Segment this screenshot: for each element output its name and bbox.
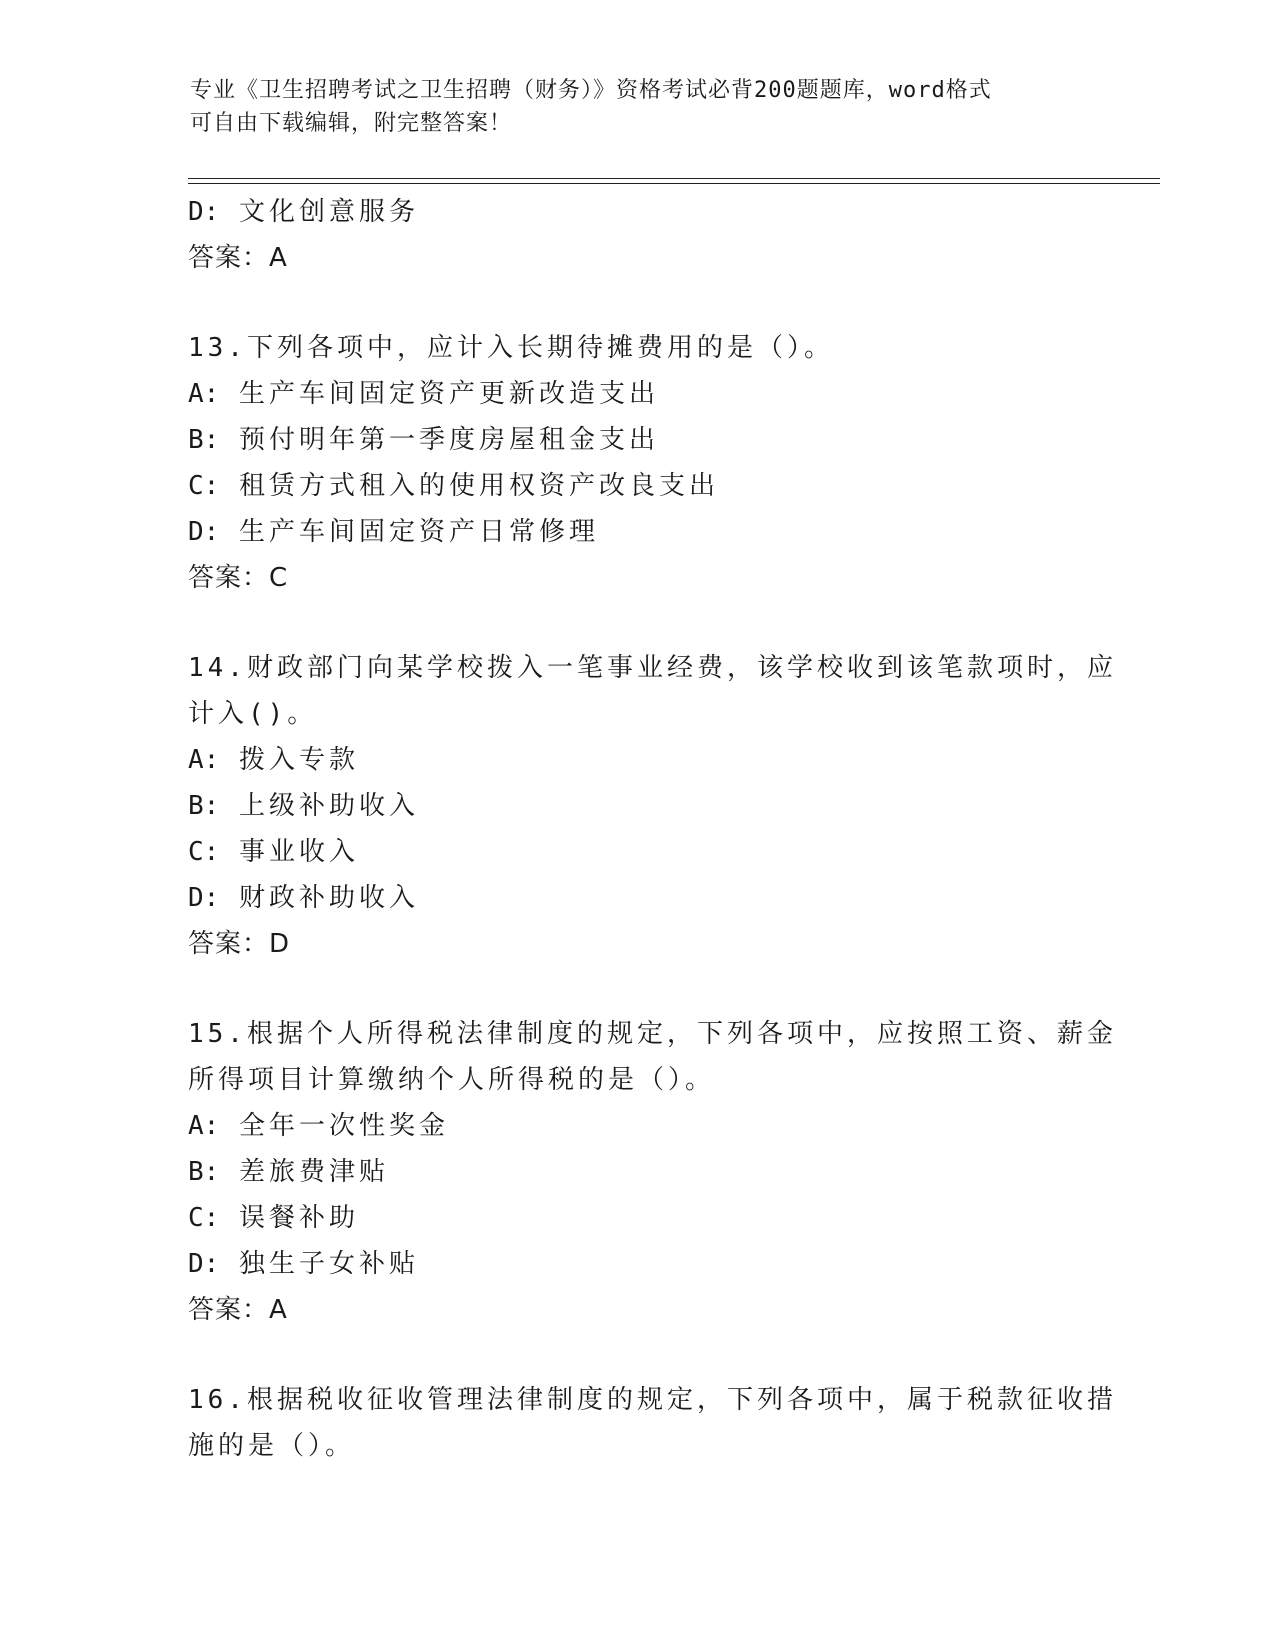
option-text: 文化创意服务 — [238, 197, 419, 227]
answer-text: 答案：D — [188, 929, 291, 959]
option-row — [188, 509, 1088, 555]
option-spacer — [219, 379, 239, 409]
question-text: 15.根据个人所得税法律制度的规定，下列各项中，应按照工资、薪金 — [188, 1019, 1117, 1049]
option-row — [188, 1241, 1088, 1287]
option-label: C: — [188, 1203, 220, 1233]
question-gap — [188, 281, 1088, 325]
option-row — [188, 875, 1088, 921]
option-row — [188, 463, 1088, 509]
option-row — [188, 829, 1088, 875]
header-rule-bottom — [188, 183, 1160, 184]
option-label: D: — [188, 883, 220, 913]
header-title-line-2: 可自由下载编辑，附完整答案！ — [190, 111, 513, 136]
option-spacer — [219, 517, 239, 547]
option-label: B: — [188, 791, 220, 821]
question-text: 13.下列各项中，应计入长期待摊费用的是（）。 — [188, 333, 834, 363]
option-label: B: — [188, 425, 220, 455]
option-spacer — [219, 745, 239, 775]
option-spacer — [219, 837, 239, 867]
option-text: 租赁方式租入的使用权资产改良支出 — [238, 471, 719, 501]
option-text: 事业收入 — [238, 837, 359, 867]
question-block — [188, 189, 1088, 325]
question-gap — [188, 1333, 1088, 1377]
option-row — [188, 417, 1088, 463]
option-row — [188, 783, 1088, 829]
option-label: D: — [188, 197, 220, 227]
question-block — [188, 1377, 1117, 1469]
option-label: D: — [188, 517, 220, 547]
option-spacer — [219, 883, 239, 913]
header-title-line-1: 专业《卫生招聘考试之卫生招聘（财务）》资格考试必背200题题库，word格式 — [190, 78, 992, 103]
option-label: D: — [188, 1249, 220, 1279]
question-text: 施的是（）。 — [188, 1431, 356, 1461]
question-text: 所得项目计算缴纳个人所得税的是（）。 — [188, 1065, 716, 1095]
question-gap — [188, 967, 1088, 1011]
option-text: 生产车间固定资产日常修理 — [238, 517, 599, 547]
option-row — [188, 1149, 1088, 1195]
option-text: 生产车间固定资产更新改造支出 — [238, 379, 659, 409]
question-text: 14.财政部门向某学校拨入一笔事业经费，该学校收到该笔款项时，应 — [188, 653, 1117, 683]
option-text: 全年一次性奖金 — [238, 1111, 449, 1141]
question-text: 计入()。 — [188, 699, 318, 729]
option-spacer — [219, 791, 239, 821]
option-spacer — [219, 425, 239, 455]
option-row — [188, 189, 1088, 235]
answer-text: 答案：A — [188, 243, 288, 273]
question-block — [188, 325, 1088, 645]
question-gap — [188, 601, 1088, 645]
option-text: 独生子女补贴 — [238, 1249, 419, 1279]
option-spacer — [219, 197, 239, 227]
option-text: 预付明年第一季度房屋租金支出 — [238, 425, 659, 455]
document-header — [190, 74, 1070, 140]
option-spacer — [219, 1203, 239, 1233]
option-row — [188, 1195, 1088, 1241]
option-label: B: — [188, 1157, 220, 1187]
option-label: A: — [188, 1111, 220, 1141]
option-row — [188, 371, 1088, 417]
option-text: 差旅费津贴 — [238, 1157, 389, 1187]
question-list — [188, 189, 1117, 1469]
question-block — [188, 645, 1117, 1011]
option-spacer — [219, 1111, 239, 1141]
option-row — [188, 737, 1088, 783]
option-spacer — [219, 471, 239, 501]
answer-text: 答案：A — [188, 1295, 288, 1325]
question-block — [188, 1011, 1117, 1377]
option-text: 财政补助收入 — [238, 883, 419, 913]
question-text: 16.根据税收征收管理法律制度的规定，下列各项中，属于税款征收措 — [188, 1385, 1117, 1415]
option-label: A: — [188, 379, 220, 409]
option-text: 误餐补助 — [238, 1203, 359, 1233]
option-label: A: — [188, 745, 220, 775]
header-rule-top — [188, 178, 1160, 179]
option-label: C: — [188, 837, 220, 867]
answer-text: 答案：C — [188, 563, 289, 593]
option-text: 拨入专款 — [238, 745, 359, 775]
option-label: C: — [188, 471, 220, 501]
option-spacer — [219, 1157, 239, 1187]
option-row — [188, 1103, 1088, 1149]
option-text: 上级补助收入 — [238, 791, 419, 821]
option-spacer — [219, 1249, 239, 1279]
